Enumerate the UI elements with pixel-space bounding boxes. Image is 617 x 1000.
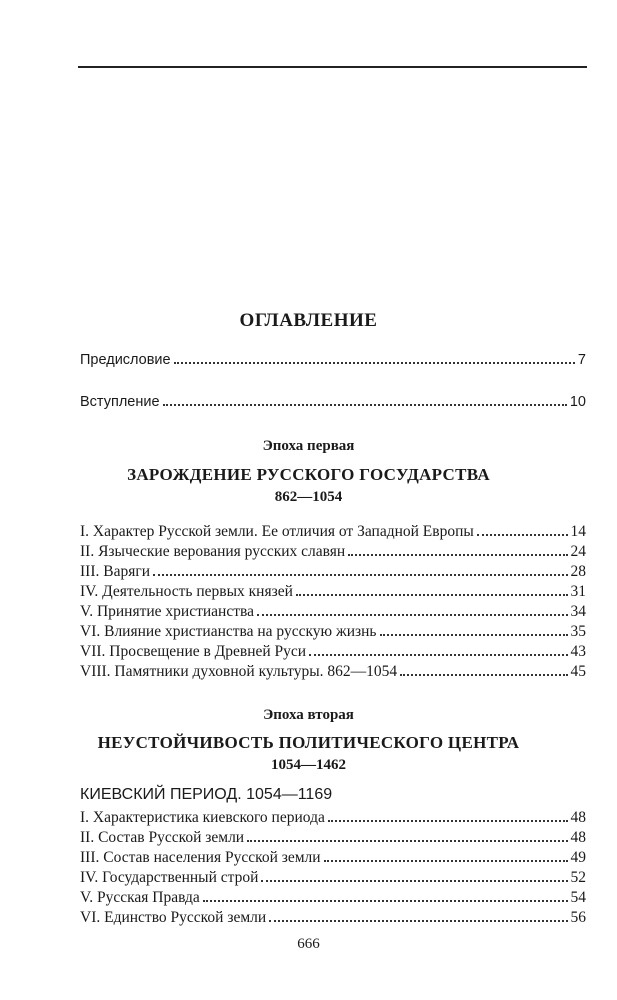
toc-entry-page: 54 [570, 889, 586, 906]
toc-entry-page: 10 [569, 394, 586, 410]
toc-entry-label: VI. Единство Русской земли [80, 909, 267, 926]
toc-entry-label: VII. Просвещение в Древней Руси [80, 643, 307, 660]
toc-entry-page: 28 [570, 563, 586, 580]
page-title: ОГЛАВЛЕНИЕ [239, 310, 378, 331]
toc-entry-page: 43 [570, 643, 586, 660]
toc-entry[interactable] [80, 582, 586, 602]
toc-entry-label: III. Состав населения Русской земли [80, 849, 321, 866]
toc-entry-label: III. Варяги [80, 563, 150, 580]
dot-leader [296, 593, 568, 596]
toc-entry-page: 34 [570, 603, 586, 620]
toc-entry[interactable] [80, 522, 586, 542]
toc-entry-label: II. Языческие верования русских славян [80, 543, 346, 560]
toc-entry-page: 56 [570, 909, 586, 926]
toc-entry-page: 45 [570, 663, 586, 680]
top-rule [78, 66, 587, 68]
toc-entry-label: IV. Государственный строй [80, 869, 259, 886]
dot-leader [163, 403, 567, 406]
toc-entry-page: 48 [570, 829, 586, 846]
toc-entry-page: 52 [570, 869, 586, 886]
epoch-2-title: НЕУСТОЙЧИВОСТЬ ПОЛИТИЧЕСКОГО ЦЕНТРА [97, 733, 520, 752]
period-heading: КИЕВСКИЙ ПЕРИОД. 1054—1169 [80, 786, 333, 803]
toc-entry[interactable] [80, 662, 586, 682]
toc-entry-preface[interactable] [80, 350, 586, 370]
dot-leader [328, 819, 568, 822]
toc-entry-page: 49 [570, 849, 586, 866]
dot-leader [477, 533, 568, 536]
dot-leader [174, 361, 575, 364]
dot-leader [400, 673, 567, 676]
toc-entry-label: V. Принятие христианства [80, 603, 254, 620]
toc-entry[interactable] [80, 542, 586, 562]
toc-entry[interactable] [80, 868, 586, 888]
toc-entry-introduction[interactable] [80, 392, 586, 412]
toc-entry[interactable] [80, 602, 586, 622]
dot-leader [261, 879, 567, 882]
epoch-1-title: ЗАРОЖДЕНИЕ РУССКОГО ГОСУДАРСТВА [127, 465, 490, 484]
epoch-2-years: 1054—1462 [271, 757, 346, 773]
toc-entry-label: I. Характер Русской земли. Ее отличия от Западной Европы [80, 523, 474, 540]
toc-entry[interactable] [80, 808, 586, 828]
toc-entry[interactable] [80, 848, 586, 868]
toc-entry-page: 48 [570, 809, 586, 826]
toc-entry[interactable] [80, 622, 586, 642]
dot-leader [153, 573, 568, 576]
dot-leader [247, 839, 567, 842]
dot-leader [348, 553, 567, 556]
epoch-1-label: Эпоха первая [262, 438, 355, 454]
toc-entry[interactable] [80, 908, 586, 928]
dot-leader [203, 899, 568, 902]
dot-leader [269, 919, 567, 922]
toc-entry-page: 35 [570, 623, 586, 640]
toc-entry-label: VI. Влияние христианства на русскую жизнь [80, 623, 377, 640]
dot-leader [257, 613, 568, 616]
dot-leader [309, 653, 567, 656]
toc-entry-label: I. Характеристика киевского периода [80, 809, 325, 826]
dot-leader [380, 633, 568, 636]
epoch-1-years: 862—1054 [274, 489, 343, 505]
toc-entry[interactable] [80, 562, 586, 582]
toc-entry-page: 24 [570, 543, 586, 560]
toc-entry-label: IV. Деятельность первых князей [80, 583, 293, 600]
toc-entry-label: Предисловие [80, 352, 171, 368]
toc-entry[interactable] [80, 828, 586, 848]
toc-entry[interactable] [80, 642, 586, 662]
toc-entry-label: Вступление [80, 394, 160, 410]
toc-entry-page: 31 [570, 583, 586, 600]
toc-entry-label: V. Русская Правда [80, 889, 200, 906]
toc-entry-label: VIII. Памятники духовной культуры. 862—1054 [80, 663, 398, 680]
toc-entry-page: 14 [570, 523, 586, 540]
epoch-2-label: Эпоха вторая [263, 707, 354, 723]
dot-leader [324, 859, 568, 862]
toc-entry-label: II. Состав Русской земли [80, 829, 245, 846]
toc-entry-page: 7 [577, 352, 586, 368]
page-number: 666 [297, 936, 320, 952]
toc-entry[interactable] [80, 888, 586, 908]
